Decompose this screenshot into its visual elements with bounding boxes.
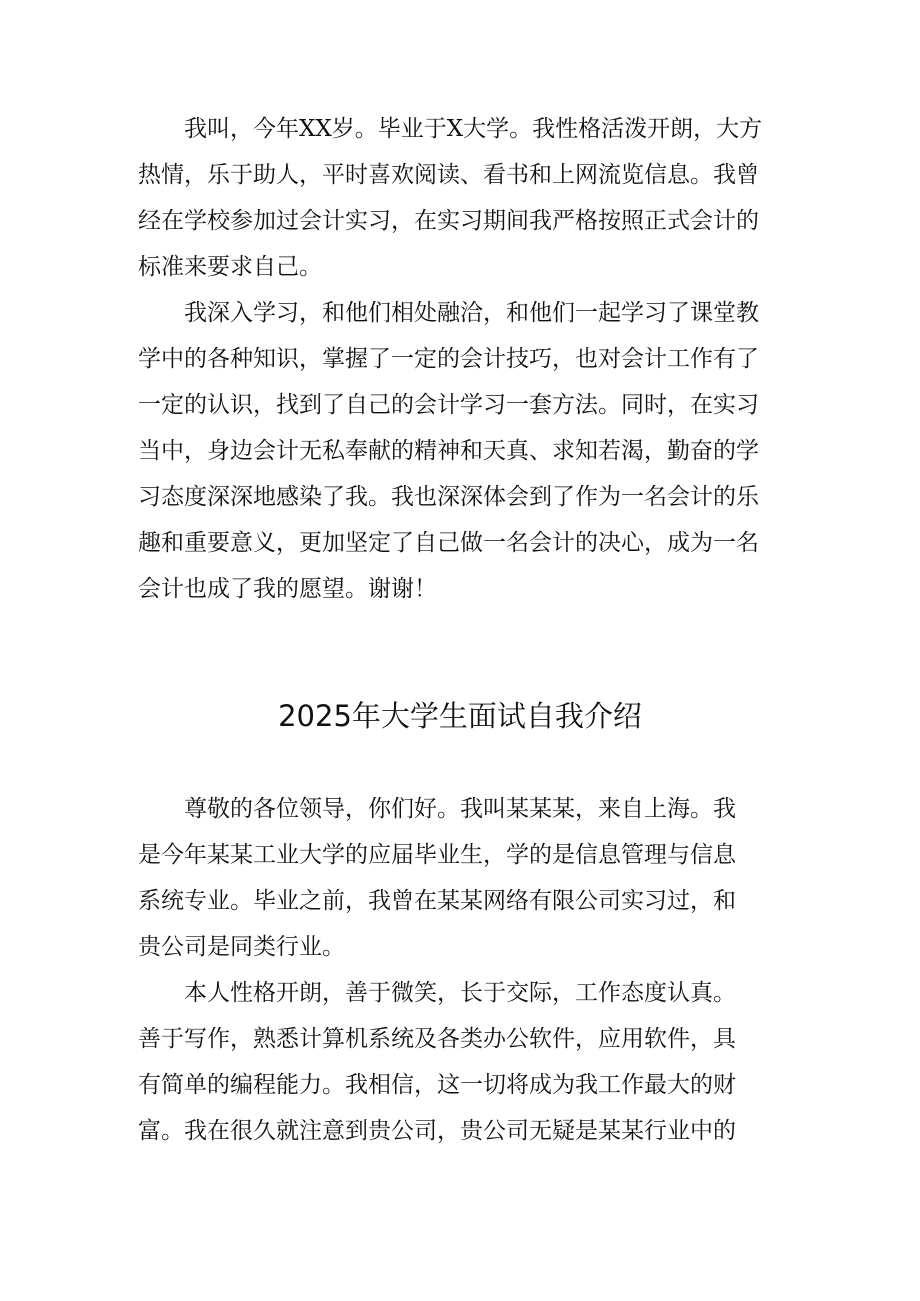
paragraph-line: 有简单的编程能力。我相信，这一切将成为我工作最大的财	[138, 1072, 736, 1098]
paragraph-line: 标准来要求自己。	[138, 254, 322, 280]
paragraph-intro-1	[138, 106, 798, 290]
paragraph-self-intro-2	[138, 970, 798, 1154]
paragraph-line: 经在学校参加过会计实习，在实习期间我严格按照正式会计的	[138, 208, 759, 234]
paragraph-line: 一定的认识，找到了自己的会计学习一套方法。同时，在实习	[138, 392, 759, 418]
paragraph-line: 尊敬的各位领导，你们好。我叫某某某，来自上海。我	[184, 796, 736, 822]
section-title: 2025年大学生面试自我介绍	[278, 699, 642, 733]
paragraph-line: 善于写作，熟悉计算机系统及各类办公软件，应用软件，具	[138, 1026, 736, 1052]
paragraph-line: 学中的各种知识，掌握了一定的会计技巧，也对会计工作有了	[138, 346, 759, 372]
paragraph-line: 会计也成了我的愿望。谢谢！	[138, 576, 437, 602]
paragraph-line: 我深入学习，和他们相处融洽，和他们一起学习了课堂教	[184, 300, 759, 326]
paragraph-line: 是今年某某工业大学的应届毕业生，学的是信息管理与信息	[138, 842, 736, 868]
paragraph-line: 当中，身边会计无私奉献的精神和天真、求知若渴，勤奋的学	[138, 438, 759, 464]
paragraph-intro-2	[138, 290, 798, 612]
paragraph-line: 习态度深深地感染了我。我也深深体会到了作为一名会计的乐	[138, 484, 759, 510]
paragraph-line: 本人性格开朗，善于微笑，长于交际，工作态度认真。	[184, 980, 736, 1006]
paragraph-line: 热情，乐于助人，平时喜欢阅读、看书和上网流览信息。我曾	[138, 162, 759, 188]
paragraph-line: 富。我在很久就注意到贵公司，贵公司无疑是某某行业中的	[138, 1118, 736, 1144]
paragraph-line: 我叫，今年XX岁。毕业于X大学。我性格活泼开朗，大方	[184, 116, 763, 142]
paragraph-self-intro-1	[138, 786, 798, 970]
paragraph-line: 贵公司是同类行业。	[138, 934, 345, 960]
paragraph-line: 系统专业。毕业之前，我曾在某某网络有限公司实习过，和	[138, 888, 736, 914]
paragraph-line: 趣和重要意义，更加坚定了自己做一名会计的决心，成为一名	[138, 530, 759, 556]
